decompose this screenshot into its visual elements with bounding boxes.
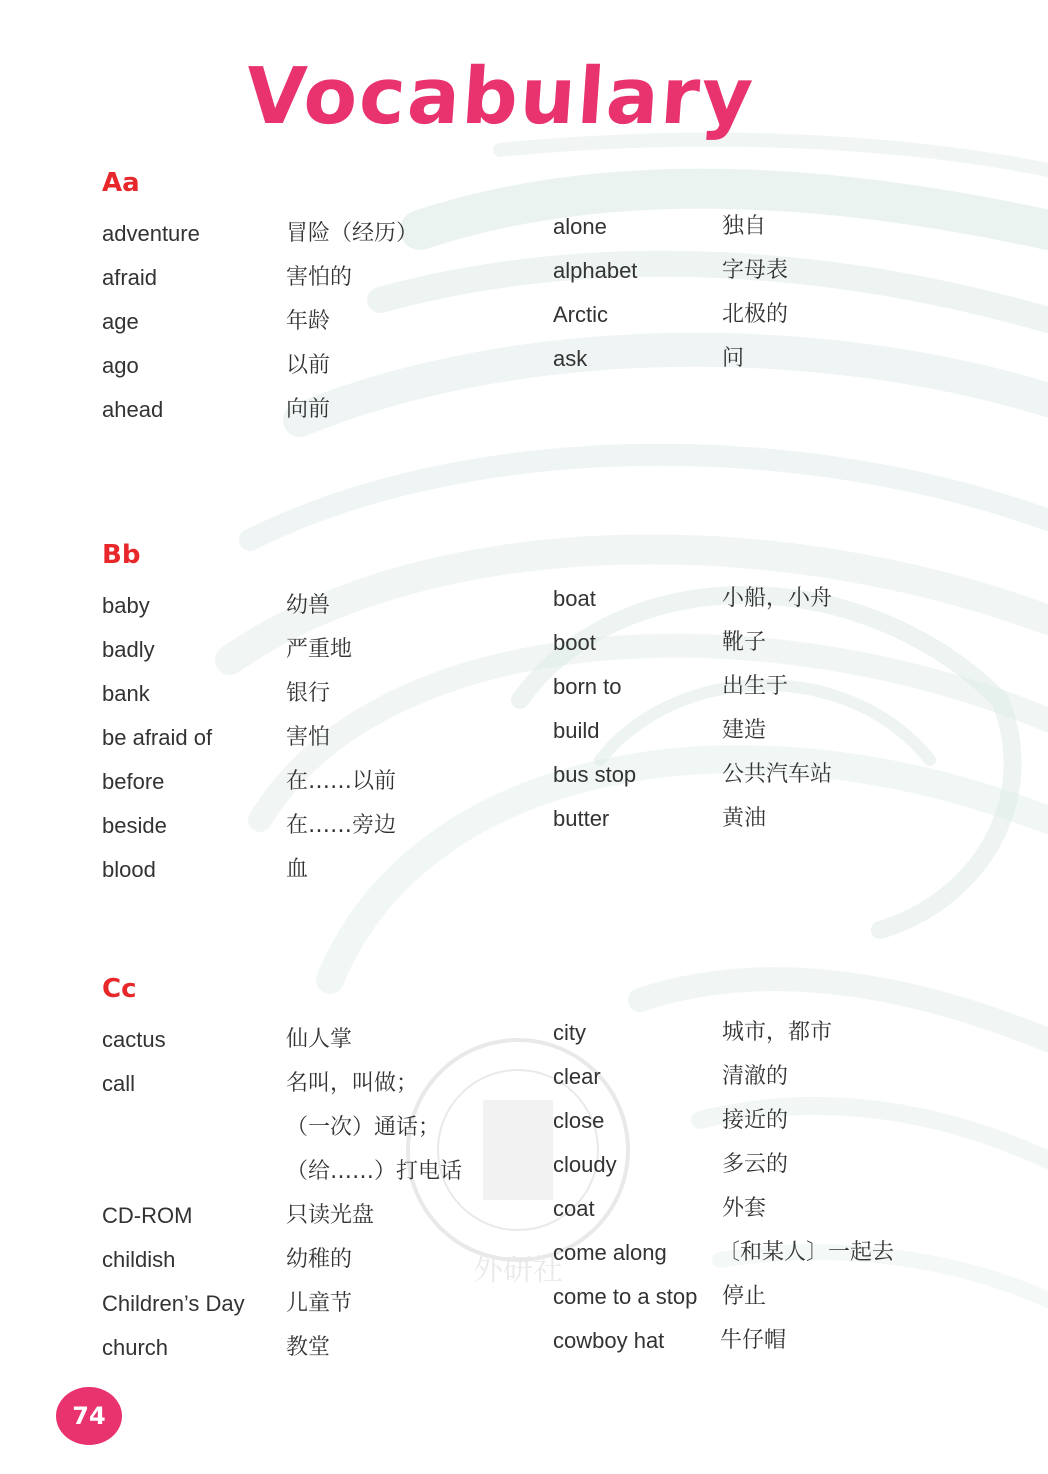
vocab-word: coat [553,1196,595,1221]
vocab-word: ahead [102,397,164,422]
vocab-word: born to [553,674,622,699]
vocab-word: before [102,769,165,794]
vocab-word: cloudy [553,1152,617,1177]
vocab-meaning: 向前 [286,397,331,422]
vocab-word: city [553,1020,586,1045]
vocab-meaning: 公共汽车站 [722,762,833,787]
vocab-word: boot [553,630,596,655]
vocab-meaning: （一次）通话； [286,1115,441,1140]
vocab-meaning: 出生于 [722,674,789,699]
vocab-meaning: 儿童节 [286,1291,353,1316]
vocab-word: bank [102,681,150,706]
vocab-word: cactus [102,1027,166,1052]
vocab-meaning: 小船，小舟 [722,586,833,611]
vocab-word: alone [553,214,607,239]
vocab-meaning: 停止 [722,1284,767,1309]
vocab-word: alphabet [553,258,638,283]
vocab-meaning: 名叫，叫做； [286,1071,419,1096]
vocab-word: cowboy hat [553,1328,665,1353]
vocab-word: come to a stop [553,1284,698,1309]
vocab-word: church [102,1335,169,1360]
vocab-word: CD-ROM [102,1203,193,1228]
vocab-meaning: 牛仔帽 [720,1328,787,1353]
vocab-word: Children’s Day [102,1291,245,1316]
vocab-meaning: 害怕的 [286,265,353,290]
vocab-meaning: 独自 [722,214,767,239]
vocab-meaning: 幼稚的 [286,1247,353,1272]
vocab-word: clear [553,1064,601,1089]
vocab-meaning: （给……）打电话 [286,1159,463,1184]
vocab-meaning: 教堂 [286,1335,331,1360]
vocab-meaning: 字母表 [722,258,789,283]
section-letter-c: Cc [102,974,137,1004]
vocab-word: Arctic [553,302,608,327]
vocab-meaning: 清澈的 [722,1064,789,1089]
vocab-word: bus stop [553,762,637,787]
vocab-meaning: 银行 [286,681,331,706]
vocab-meaning: 只读光盘 [286,1203,375,1228]
vocab-word: afraid [102,265,158,290]
watermark-text: 外研社 [473,1253,563,1288]
vocab-word: build [553,718,600,743]
vocab-meaning: 冒险（经历） [286,221,419,246]
vocab-meaning: 害怕 [286,725,331,750]
vocab-word: blood [102,857,156,882]
vocab-word: come along [553,1240,667,1265]
vocab-meaning: 血 [286,857,309,882]
vocab-meaning: 在……旁边 [286,813,397,838]
section-letter-b: Bb [102,540,141,570]
page-number-badge: 74 [56,1387,122,1445]
vocab-word: age [102,309,139,334]
vocab-word: beside [102,813,167,838]
vocab-meaning: 问 [722,346,745,371]
vocab-word: baby [102,593,150,618]
vocab-meaning: 严重地 [286,637,353,662]
vocab-meaning: 幼兽 [286,593,331,618]
vocab-word: ask [553,346,588,371]
vocab-meaning: 接近的 [722,1108,789,1133]
vocab-meaning: 年龄 [286,309,331,334]
vocab-meaning: 以前 [286,353,331,378]
vocab-meaning: 黄油 [722,806,767,831]
vocab-word: butter [553,806,610,831]
vocab-meaning: 在……以前 [286,769,397,794]
vocab-word: ago [102,353,139,378]
vocab-meaning: 城市，都市 [722,1020,833,1045]
vocab-word: childish [102,1247,176,1272]
vocab-meaning: 外套 [722,1196,767,1221]
vocab-meaning: 北极的 [722,302,789,327]
vocab-word: call [102,1071,136,1096]
page-title: Vocabulary [242,52,758,142]
vocab-meaning: 多云的 [722,1152,789,1177]
section-letter-a: Aa [102,168,140,198]
vocab-meaning: 建造 [722,718,767,743]
vocab-word: be afraid of [102,725,213,750]
vocab-word: close [553,1108,605,1133]
vocab-meaning: 〔和某人〕一起去 [718,1240,895,1265]
vocab-meaning: 仙人掌 [286,1027,353,1052]
vocab-word: adventure [102,221,200,246]
vocab-word: badly [102,637,155,662]
vocab-word: boat [553,586,596,611]
vocab-meaning: 靴子 [722,630,767,655]
